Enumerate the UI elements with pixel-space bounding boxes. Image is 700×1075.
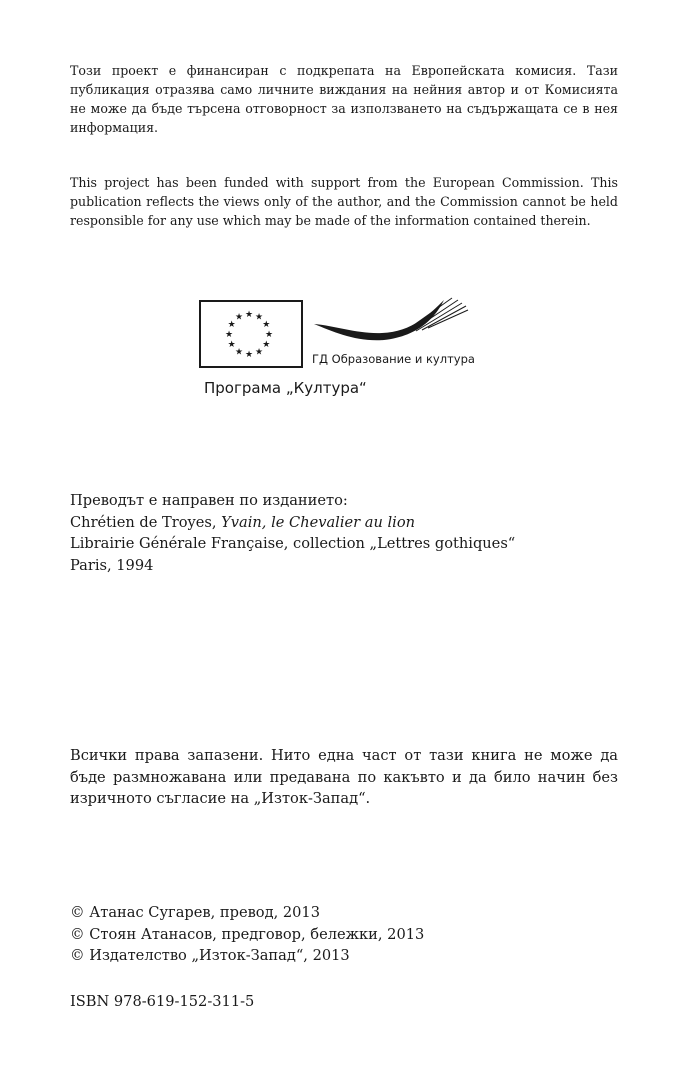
source-place-year: Paris, 1994 <box>70 556 154 574</box>
flag-star-icon: ★ <box>262 320 271 330</box>
source-intro: Преводът е направен по изданието: <box>70 492 348 509</box>
dg-education-culture-label: ГД Образование и култура <box>312 352 475 366</box>
eu-programme-logo <box>196 296 506 406</box>
flag-star-icon: ★ <box>254 347 264 358</box>
flag-star-icon: ★ <box>234 347 244 358</box>
culture-programme-label: Програма „Култура“ <box>204 379 367 397</box>
rights-notice: Всички права запазени. Нито една част от тази книга не може да бъде размножавана или предавана по какъвто и да било начин без изричното съгласие на „Изток-Запад“. <box>70 747 618 807</box>
copyright-line: © Атанас Сугарев, превод, 2013 <box>70 904 320 921</box>
copyright-list <box>70 902 618 967</box>
source-author-title <box>70 512 618 534</box>
flag-star-icon: ★ <box>227 320 236 330</box>
isbn: ISBN 978-619-152-311-5 <box>70 993 255 1010</box>
flag-star-icon: ★ <box>262 340 271 350</box>
source-author: Chrétien de Troyes, <box>70 513 222 531</box>
eu-flag-icon <box>199 300 303 368</box>
flag-star-icon: ★ <box>224 330 234 340</box>
flag-star-icon: ★ <box>244 310 254 320</box>
flag-star-icon: ★ <box>227 340 236 350</box>
disclaimer-en: This project has been funded with support from the European Commission. This publication reflects the views only of the author, and the Commission cannot be held responsible for any use which may be made of the information contained therein. <box>70 175 618 228</box>
source-publisher: Librairie Générale Française, collection „Lettres gothiques“ <box>70 535 516 552</box>
copyright-line: © Стоян Атанасов, предговор, бележки, 2013 <box>70 925 425 943</box>
flag-star-icon: ★ <box>244 350 254 360</box>
copyright-line: © Издателство „Изток-Запад“, 2013 <box>70 947 350 964</box>
source-title: Yvain, le Chevalier au lion <box>221 513 416 531</box>
lifelong-learning-swoosh-icon <box>312 296 502 356</box>
disclaimer-bg: Този проект е финансиран с подкрепата на Европейската комисия. Тази публикация отразява само личните виждания на нейния автор и от Комисията не може да бъде търсена отговорност за използването на съдържащата се в нея информация. <box>70 63 618 135</box>
source-edition <box>70 490 618 576</box>
flag-star-icon: ★ <box>254 312 264 323</box>
flag-star-icon: ★ <box>264 330 274 340</box>
flag-star-icon: ★ <box>234 312 244 323</box>
